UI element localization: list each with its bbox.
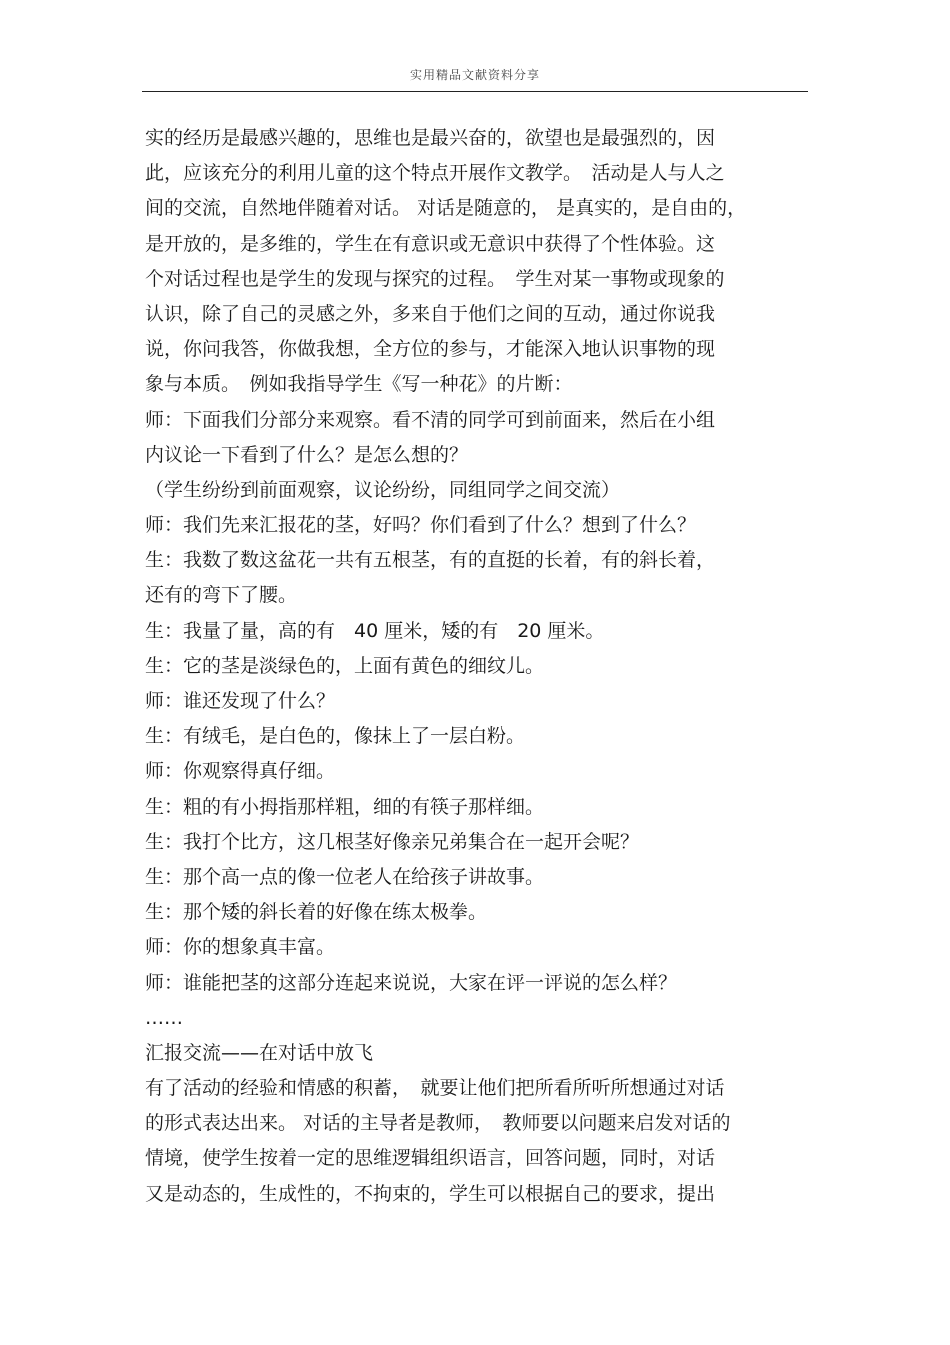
- dialogue-line: 师：下面我们分部分来观察。看不清的同学可到前面来，然后在小组: [145, 408, 716, 431]
- dialogue-line: 生：我数了数这盆花一共有五根茎，有的直挺的长着，有的斜长着，: [145, 549, 716, 572]
- dialogue-line: 生：它的茎是淡绿色的，上面有黄色的细纹儿。: [145, 654, 545, 677]
- text-line: 的形式表达出来。 对话的主导者是教师， 教师要以问题来启发对话的: [145, 1112, 731, 1135]
- stage-note: （学生纷纷到前面观察，议论纷纷，同组同学之间交流）: [145, 478, 621, 501]
- header-divider: [142, 91, 808, 92]
- text-line: 情境，使学生按着一定的思维逻辑组织语言，回答问题，同时，对话: [145, 1147, 716, 1170]
- text-line: 个对话过程也是学生的发现与探究的过程。 学生对某一事物或现象的: [145, 267, 725, 290]
- text-line: 又是动态的，生成性的，不拘束的，学生可以根据自己的要求，提出: [145, 1182, 716, 1205]
- dialogue-line: 师：你的想象真丰富。: [145, 936, 336, 959]
- section-heading: 汇报交流——在对话中放飞: [145, 1041, 374, 1064]
- text-line: 象与本质。 例如我指导学生《写一种花》的片断：: [145, 373, 573, 396]
- text-line: 认识，除了自己的灵感之外，多来自于他们之间的互动，通过你说我: [145, 302, 716, 325]
- text-line: 是开放的，是多维的，学生在有意识或无意识中获得了个性体验。这: [145, 232, 716, 255]
- page-header: 实用精品文献资料分享: [409, 68, 540, 82]
- dialogue-line: 师：谁还发现了什么？: [145, 690, 336, 712]
- dialogue-line: 还有的弯下了腰。: [145, 584, 298, 607]
- dialogue-line: 内议论一下看到了什么？是怎么想的？: [145, 443, 469, 466]
- ellipsis-line: ……: [145, 1006, 183, 1029]
- dialogue-line: 生：那个矮的斜长着的好像在练太极拳。: [145, 901, 488, 924]
- text-line: 间的交流，自然地伴随着对话。 对话是随意的， 是真实的，是自由的，: [145, 197, 747, 220]
- dialogue-line: 师：谁能把茎的这部分连起来说说，大家在评一评说的怎么样？: [145, 971, 678, 994]
- dialogue-line: 师：我们先来汇报花的茎，好吗？你们看到了什么？想到了什么？: [145, 514, 697, 537]
- text-line: 有了活动的经验和情感的积蓄， 就要让他们把所看所听所想通过对话: [145, 1077, 725, 1100]
- text-line: 实的经历是最感兴趣的，思维也是最兴奋的，欲望也是最强烈的，因: [145, 127, 716, 149]
- text-line: 此，应该充分的利用儿童的这个特点开展作文教学。 活动是人与人之: [145, 162, 725, 185]
- dialogue-line: 师：你观察得真仔细。: [145, 760, 336, 783]
- document-body: [145, 121, 810, 1212]
- dialogue-line: 生：我打个比方，这几根茎好像亲兄弟集合在一起开会呢？: [145, 830, 640, 853]
- text-line: 说，你问我答，你做我想，全方位的参与，才能深入地认识事物的现: [145, 338, 716, 361]
- dialogue-line: 生：粗的有小拇指那样粗，细的有筷子那样细。: [145, 795, 545, 818]
- dialogue-line: 生：我量了量，高的有 40 厘米，矮的有 20 厘米。: [145, 619, 605, 642]
- dialogue-line: 生：有绒毛，是白色的，像抹上了一层白粉。: [145, 725, 526, 748]
- dialogue-line: 生：那个高一点的像一位老人在给孩子讲故事。: [145, 865, 545, 888]
